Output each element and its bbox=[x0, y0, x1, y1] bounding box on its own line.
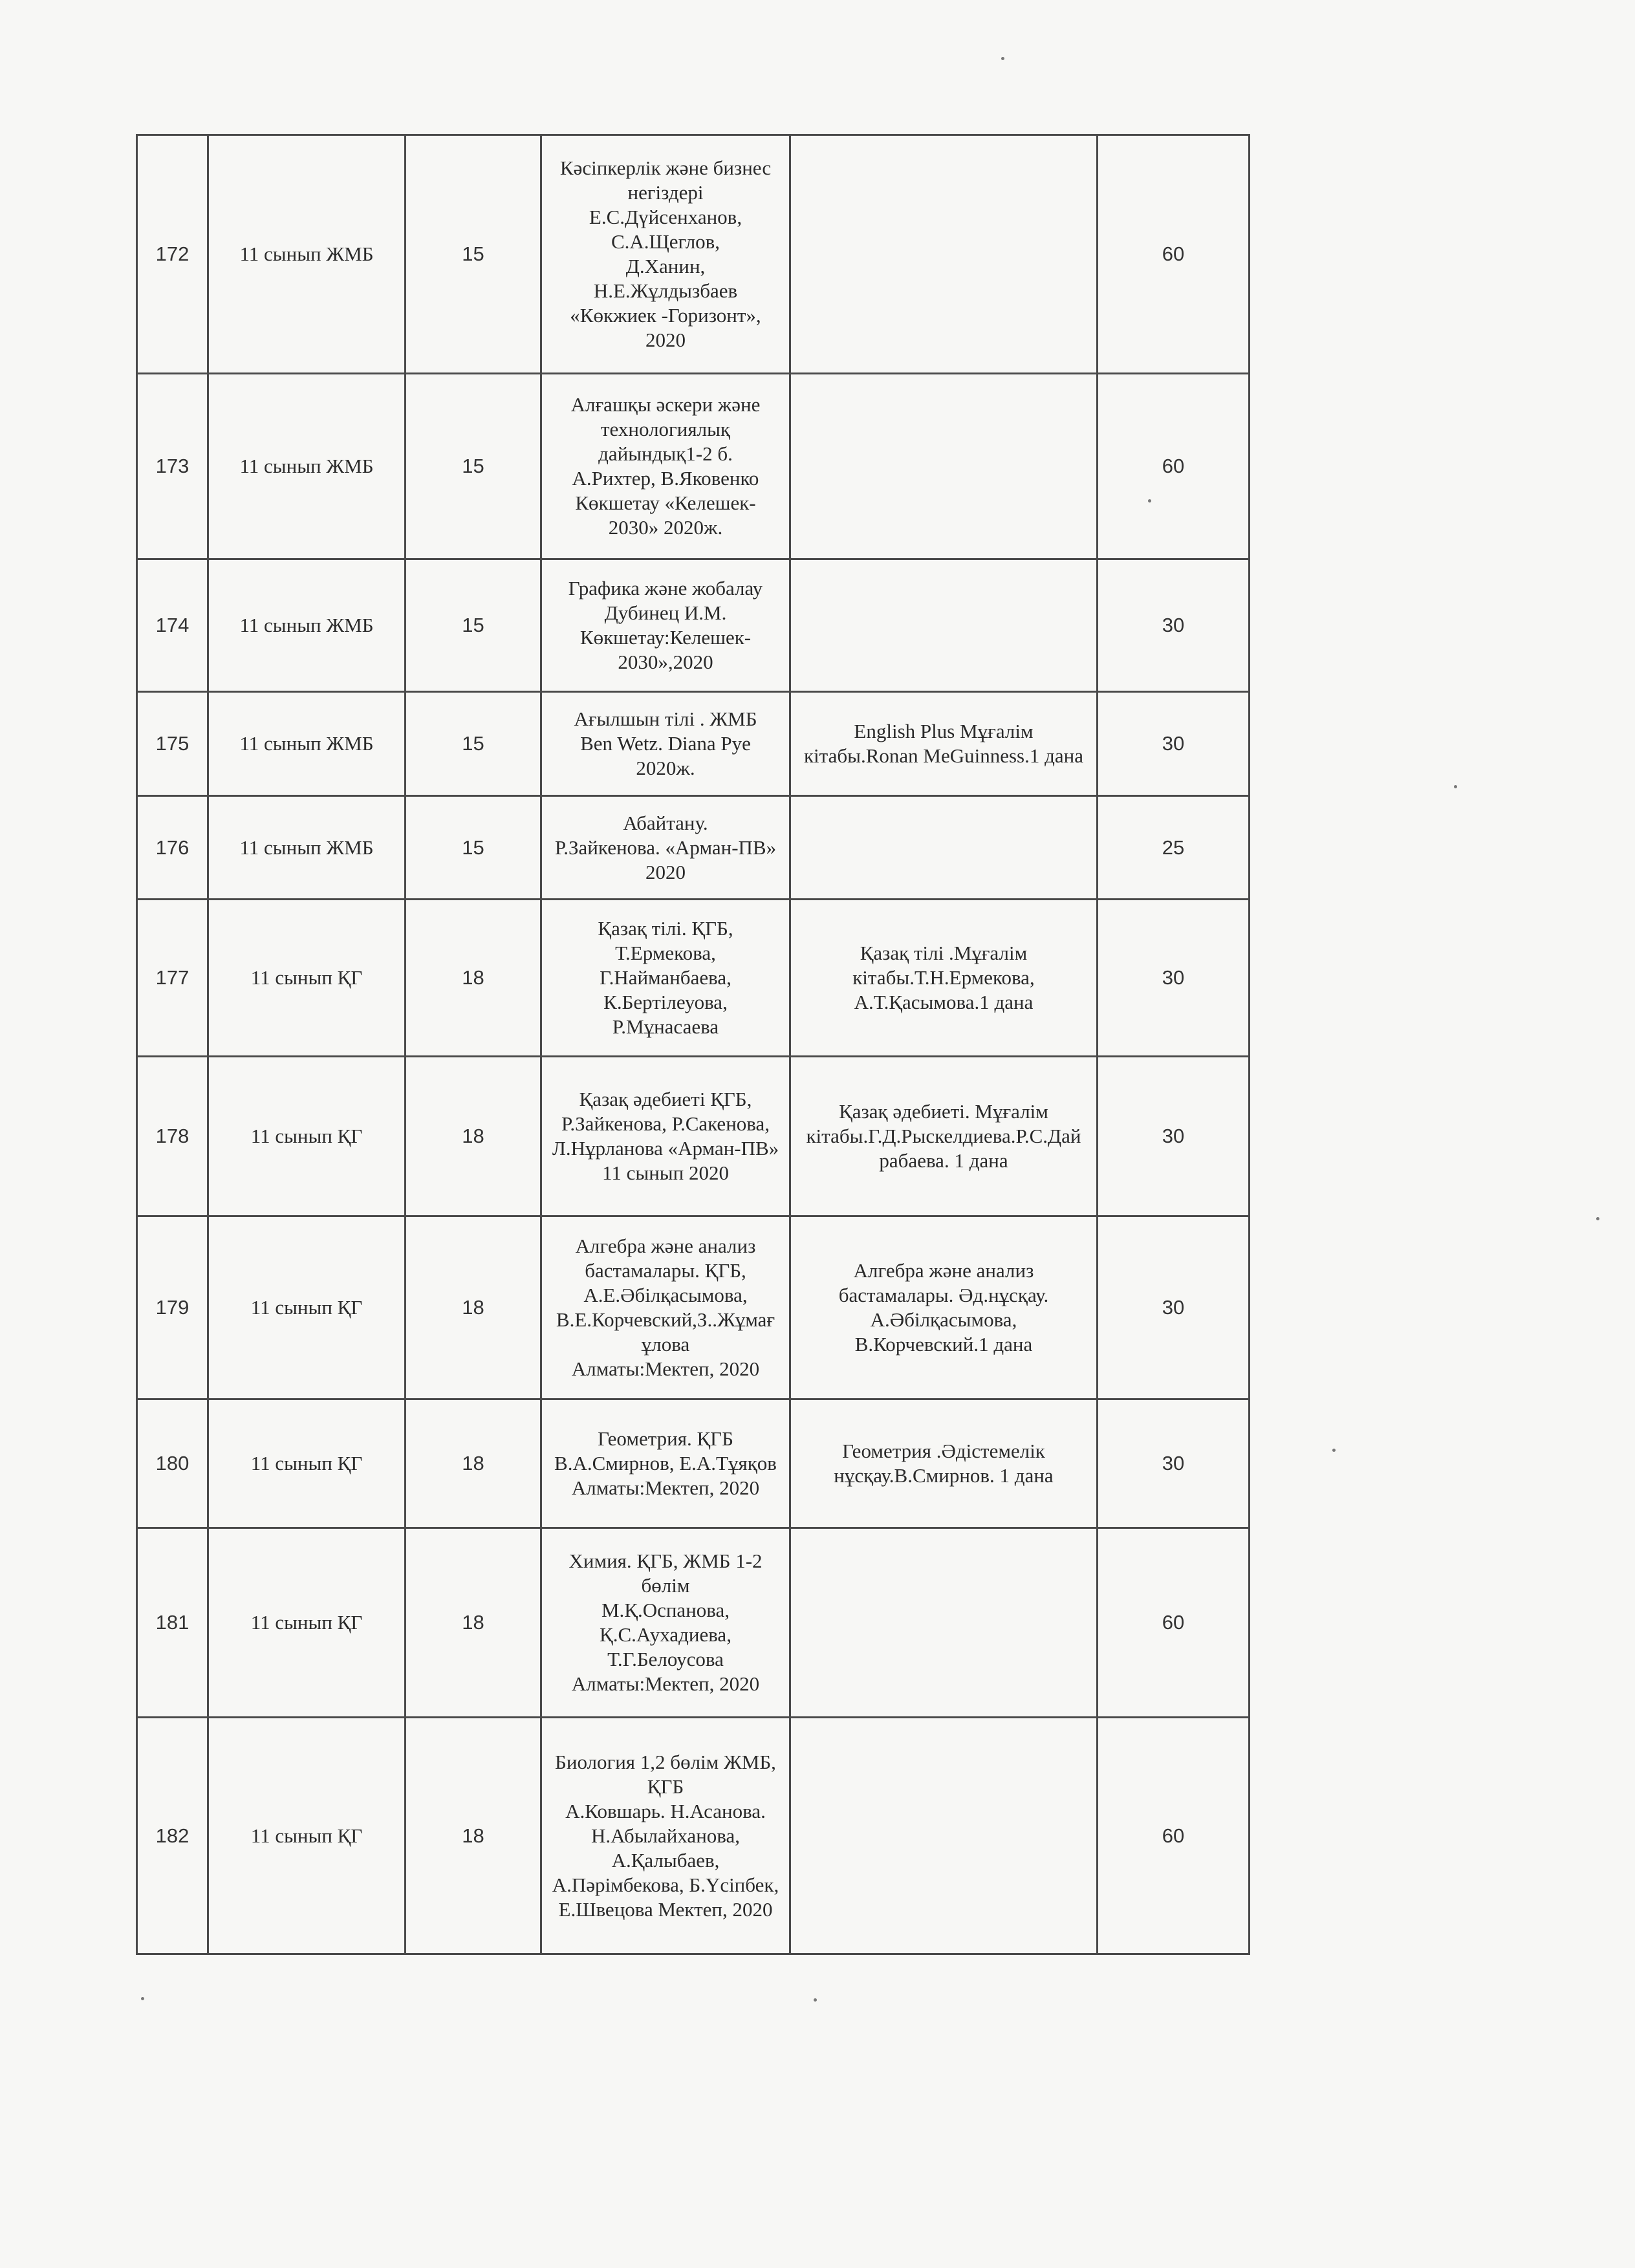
teacher-guide-line: кітабы.Г.Д.Рыскелдиева.Р.С.Дай bbox=[806, 1125, 1081, 1147]
textbook-line: А.Ковшарь. Н.Асанова. bbox=[565, 1799, 766, 1822]
hours-cell: 15 bbox=[406, 374, 541, 559]
scan-speck bbox=[814, 1998, 817, 2002]
textbook-line: Алматы:Мектеп, 2020 bbox=[571, 1357, 760, 1380]
textbook-cell bbox=[541, 374, 790, 559]
textbook-line: Алгебра және анализ bbox=[575, 1235, 756, 1257]
quantity-cell: 30 bbox=[1098, 1216, 1250, 1399]
book-list-table-wrapper bbox=[136, 134, 1248, 1955]
class-cell: 11 сынып ҚГ bbox=[208, 1399, 406, 1528]
textbook-line: К.Бертілеуова, bbox=[603, 991, 728, 1013]
hours-cell: 18 bbox=[406, 900, 541, 1057]
textbook-line: Кәсіпкерлік және бизнес bbox=[559, 157, 772, 179]
textbook-line: 2020ж. bbox=[636, 757, 695, 779]
hours-cell: 15 bbox=[406, 796, 541, 900]
table-body bbox=[137, 135, 1250, 1954]
book-list-table bbox=[136, 134, 1250, 1955]
textbook-cell bbox=[541, 692, 790, 796]
textbook-line: «Көкжиек -Горизонт», bbox=[570, 304, 761, 327]
class-cell: 11 сынып ЖМБ bbox=[208, 559, 406, 692]
textbook-line: Алматы:Мектеп, 2020 bbox=[571, 1672, 760, 1695]
table-row bbox=[137, 374, 1250, 559]
textbook-line: А.Қалыбаев, bbox=[611, 1848, 720, 1872]
quantity-cell: 30 bbox=[1098, 900, 1250, 1057]
hours-cell: 18 bbox=[406, 1216, 541, 1399]
teacher-guide-line: Қазақ әдебиеті. Мұғалім bbox=[839, 1100, 1048, 1123]
textbook-line: Геометрия. ҚГБ bbox=[598, 1427, 733, 1450]
hours-cell: 18 bbox=[406, 1057, 541, 1216]
textbook-cell bbox=[541, 1528, 790, 1718]
textbook-line: С.А.Щеглов, bbox=[611, 230, 720, 253]
row-number-cell: 174 bbox=[137, 559, 208, 692]
textbook-line: М.Қ.Оспанова, bbox=[601, 1599, 730, 1621]
quantity-cell: 30 bbox=[1098, 1399, 1250, 1528]
textbook-line: негіздері bbox=[627, 181, 704, 204]
textbook-line: 2030» 2020ж. bbox=[608, 516, 723, 539]
textbook-line: Биология 1,2 бөлім ЖМБ, bbox=[555, 1750, 776, 1773]
scan-speck bbox=[1001, 57, 1004, 60]
teacher-guide-cell bbox=[790, 559, 1098, 692]
textbook-line: дайындық1-2 б. bbox=[598, 442, 733, 465]
textbook-cell bbox=[541, 1057, 790, 1216]
textbook-line: Алғашқы әскери және bbox=[570, 393, 761, 416]
textbook-line: Абайтану. bbox=[623, 811, 708, 834]
table-row bbox=[137, 900, 1250, 1057]
textbook-cell bbox=[541, 1399, 790, 1528]
row-number-cell: 173 bbox=[137, 374, 208, 559]
textbook-line: Н.Е.Жұлдызбаев bbox=[593, 279, 738, 302]
hours-cell: 15 bbox=[406, 135, 541, 374]
table-row bbox=[137, 135, 1250, 374]
textbook-line: Қазақ әдебиеті ҚГБ, bbox=[579, 1088, 752, 1110]
textbook-line: бөлім bbox=[641, 1574, 690, 1597]
hours-cell: 15 bbox=[406, 559, 541, 692]
teacher-guide-line: Алгебра және анализ bbox=[853, 1259, 1034, 1282]
quantity-cell: 60 bbox=[1098, 135, 1250, 374]
textbook-line: В.А.Смирнов, Е.А.Тұяқов bbox=[554, 1452, 777, 1474]
textbook-line: 11 сынып 2020 bbox=[602, 1161, 729, 1184]
row-number-cell: 181 bbox=[137, 1528, 208, 1718]
quantity-cell: 60 bbox=[1098, 1718, 1250, 1954]
teacher-guide-cell bbox=[790, 1528, 1098, 1718]
row-number-cell: 182 bbox=[137, 1718, 208, 1954]
textbook-line: Л.Нұрланова «Арман-ПВ» bbox=[552, 1137, 779, 1160]
textbook-cell bbox=[541, 1718, 790, 1954]
teacher-guide-line: А.Т.Қасымова.1 дана bbox=[854, 991, 1034, 1013]
textbook-line: Химия. ҚГБ, ЖМБ 1-2 bbox=[568, 1550, 763, 1572]
scan-speck bbox=[1596, 1217, 1599, 1220]
table-row bbox=[137, 692, 1250, 796]
textbook-line: Т.Г.Белоусова bbox=[607, 1648, 724, 1670]
teacher-guide-cell bbox=[790, 796, 1098, 900]
hours-cell: 18 bbox=[406, 1399, 541, 1528]
textbook-line: Е.С.Дүйсенханов, bbox=[589, 206, 742, 228]
row-number-cell: 172 bbox=[137, 135, 208, 374]
class-cell: 11 сынып ҚГ bbox=[208, 900, 406, 1057]
textbook-line: Графика және жобалау bbox=[568, 577, 763, 599]
teacher-guide-line: нұсқау.В.Смирнов. 1 дана bbox=[834, 1464, 1054, 1487]
textbook-cell bbox=[541, 900, 790, 1057]
quantity-cell: 30 bbox=[1098, 559, 1250, 692]
textbook-line: А.Е.Әбілқасымова, bbox=[583, 1284, 748, 1306]
textbook-cell bbox=[541, 1216, 790, 1399]
textbook-line: Р.Зайкенова, Р.Сакенова, bbox=[561, 1112, 770, 1135]
row-number-cell: 177 bbox=[137, 900, 208, 1057]
textbook-line: Р.Зайкенова. «Арман-ПВ» bbox=[554, 836, 777, 859]
row-number-cell: 175 bbox=[137, 692, 208, 796]
teacher-guide-cell bbox=[790, 692, 1098, 796]
class-cell: 11 сынып ҚГ bbox=[208, 1216, 406, 1399]
textbook-line: Қ.С.Аухадиева, bbox=[600, 1623, 731, 1646]
textbook-line: Көкшетау «Келешек- bbox=[575, 491, 756, 514]
teacher-guide-cell bbox=[790, 1216, 1098, 1399]
textbook-line: В.Е.Корчевский,З..Жұмағ bbox=[556, 1308, 775, 1331]
table-row bbox=[137, 1528, 1250, 1718]
textbook-line: А.Пәрімбекова, Б.Үсіпбек, bbox=[552, 1873, 779, 1896]
textbook-line: Қазақ тілі. ҚГБ, bbox=[598, 917, 733, 940]
class-cell: 11 сынып ҚГ bbox=[208, 1718, 406, 1954]
class-cell: 11 сынып ЖМБ bbox=[208, 692, 406, 796]
textbook-line: 2020 bbox=[645, 329, 686, 351]
textbook-line: Е.Швецова Мектеп, 2020 bbox=[558, 1897, 773, 1921]
quantity-cell: 25 bbox=[1098, 796, 1250, 900]
teacher-guide-line: рабаева. 1 дана bbox=[879, 1149, 1008, 1172]
teacher-guide-cell bbox=[790, 374, 1098, 559]
row-number-cell: 176 bbox=[137, 796, 208, 900]
textbook-line: А.Рихтер, В.Яковенко bbox=[572, 467, 759, 490]
teacher-guide-line: В.Корчевский.1 дана bbox=[854, 1333, 1033, 1355]
textbook-line: Н.Абылайханова, bbox=[590, 1824, 741, 1847]
textbook-line: Д.Ханин, bbox=[625, 255, 706, 277]
textbook-line: Көкшетау:Келешек- bbox=[579, 626, 752, 649]
teacher-guide-cell bbox=[790, 135, 1098, 374]
textbook-line: Г.Найманбаева, bbox=[600, 966, 731, 989]
scan-speck bbox=[1332, 1449, 1336, 1452]
teacher-guide-line: А.Әбілқасымова, bbox=[870, 1308, 1017, 1331]
textbook-line: Ағылшын тілі . ЖМБ bbox=[574, 707, 757, 730]
table-row bbox=[137, 1718, 1250, 1954]
table-row bbox=[137, 1216, 1250, 1399]
teacher-guide-cell bbox=[790, 1057, 1098, 1216]
row-number-cell: 180 bbox=[137, 1399, 208, 1528]
textbook-cell bbox=[541, 135, 790, 374]
textbook-line: 2030»,2020 bbox=[618, 651, 713, 673]
quantity-cell: 30 bbox=[1098, 692, 1250, 796]
scan-speck bbox=[141, 1997, 144, 2000]
teacher-guide-cell bbox=[790, 1718, 1098, 1954]
teacher-guide-line: Геометрия .Әдістемелік bbox=[842, 1440, 1045, 1462]
class-cell: 11 сынып ЖМБ bbox=[208, 135, 406, 374]
teacher-guide-line: бастамалары. Әд.нұсқау. bbox=[838, 1284, 1049, 1306]
textbook-line: Дубинец И.М. bbox=[604, 601, 727, 624]
textbook-cell bbox=[541, 796, 790, 900]
textbook-line: Ben Wetz. Diana Pye bbox=[580, 732, 751, 755]
scan-speck bbox=[1454, 785, 1457, 788]
hours-cell: 18 bbox=[406, 1528, 541, 1718]
teacher-guide-line: English Plus Мұғалім bbox=[854, 720, 1034, 742]
teacher-guide-line: кітабы.Ronan MeGuinness.1 дана bbox=[804, 744, 1083, 767]
textbook-line: ұлова bbox=[641, 1333, 690, 1355]
teacher-guide-line: кітабы.Т.Н.Ермекова, bbox=[852, 966, 1035, 989]
row-number-cell: 178 bbox=[137, 1057, 208, 1216]
textbook-line: Р.Мұнасаева bbox=[612, 1015, 719, 1038]
textbook-line: ҚГБ bbox=[647, 1775, 684, 1798]
table-row bbox=[137, 1399, 1250, 1528]
textbook-line: технологиялық bbox=[601, 418, 730, 440]
class-cell: 11 сынып ЖМБ bbox=[208, 796, 406, 900]
textbook-line: Алматы:Мектеп, 2020 bbox=[571, 1476, 760, 1499]
class-cell: 11 сынып ЖМБ bbox=[208, 374, 406, 559]
row-number-cell: 179 bbox=[137, 1216, 208, 1399]
hours-cell: 18 bbox=[406, 1718, 541, 1954]
teacher-guide-line: Қазақ тілі .Мұғалім bbox=[860, 942, 1028, 964]
table-row bbox=[137, 796, 1250, 900]
table-row bbox=[137, 1057, 1250, 1216]
teacher-guide-cell bbox=[790, 1399, 1098, 1528]
textbook-line: 2020 bbox=[645, 860, 686, 883]
teacher-guide-cell bbox=[790, 900, 1098, 1057]
quantity-cell: 60 bbox=[1098, 374, 1250, 559]
table-row bbox=[137, 559, 1250, 692]
textbook-cell bbox=[541, 559, 790, 692]
class-cell: 11 сынып ҚГ bbox=[208, 1057, 406, 1216]
quantity-cell: 60 bbox=[1098, 1528, 1250, 1718]
textbook-line: Т.Ермекова, bbox=[615, 942, 716, 964]
textbook-line: бастамалары. ҚГБ, bbox=[585, 1259, 746, 1282]
scan-speck bbox=[1148, 499, 1151, 502]
hours-cell: 15 bbox=[406, 692, 541, 796]
quantity-cell: 30 bbox=[1098, 1057, 1250, 1216]
class-cell: 11 сынып ҚГ bbox=[208, 1528, 406, 1718]
